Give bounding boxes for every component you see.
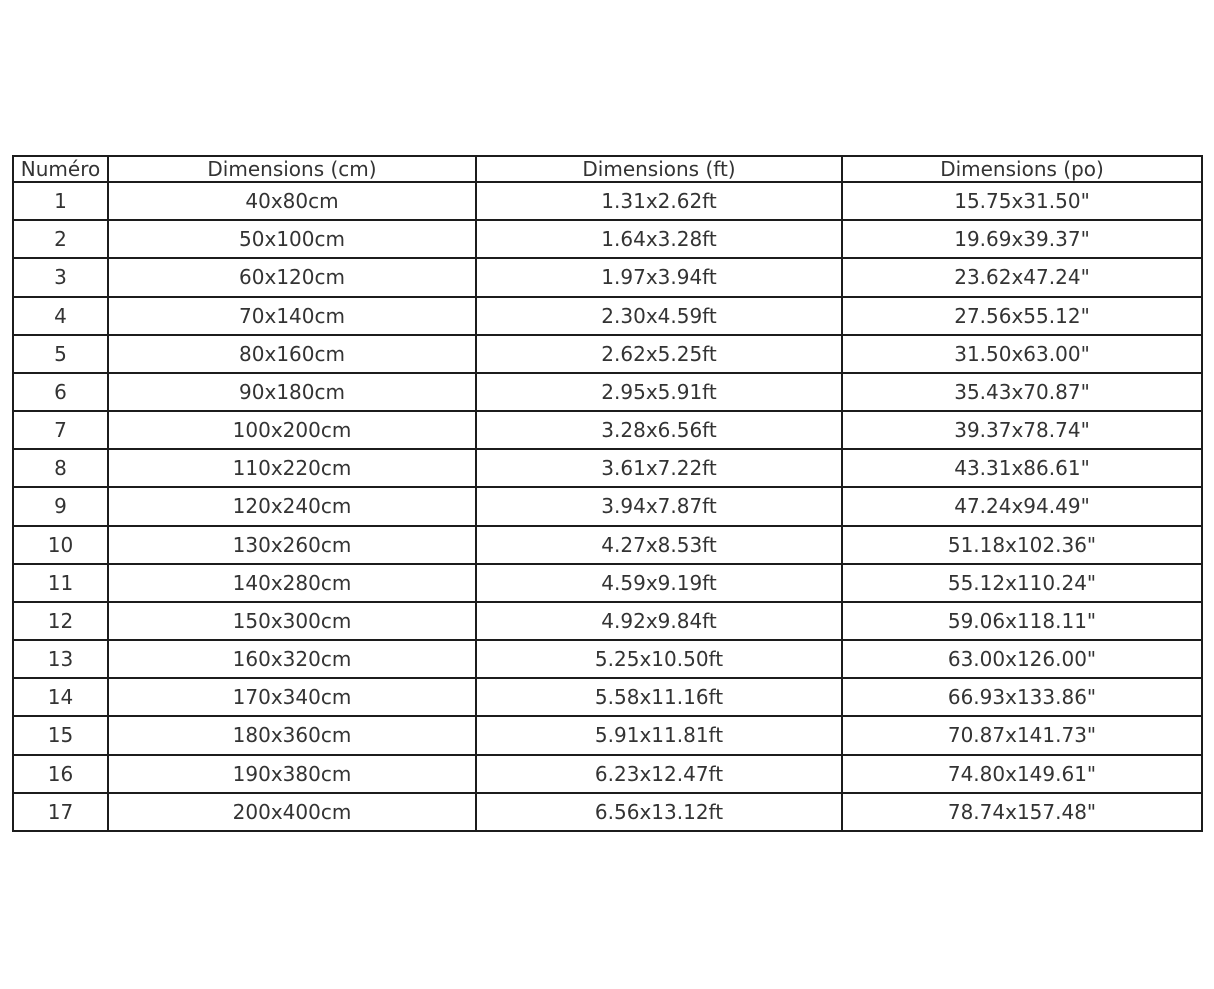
cell-numero: 12 xyxy=(13,602,108,640)
table-row xyxy=(13,220,1202,258)
cell-numero: 11 xyxy=(13,564,108,602)
cell-dimensions-po: 59.06x118.11" xyxy=(842,602,1202,640)
cell-dimensions-po: 51.18x102.36" xyxy=(842,526,1202,564)
cell-dimensions-ft: 2.30x4.59ft xyxy=(476,297,842,335)
cell-numero: 4 xyxy=(13,297,108,335)
table-row xyxy=(13,640,1202,678)
cell-dimensions-cm: 160x320cm xyxy=(108,640,476,678)
dimensions-table xyxy=(12,155,1203,832)
cell-numero: 13 xyxy=(13,640,108,678)
cell-dimensions-po: 27.56x55.12" xyxy=(842,297,1202,335)
cell-dimensions-cm: 80x160cm xyxy=(108,335,476,373)
cell-numero: 2 xyxy=(13,220,108,258)
header-dimensions-cm: Dimensions (cm) xyxy=(108,156,476,182)
header-numero: Numéro xyxy=(13,156,108,182)
cell-dimensions-cm: 180x360cm xyxy=(108,716,476,754)
cell-numero: 8 xyxy=(13,449,108,487)
cell-dimensions-ft: 6.56x13.12ft xyxy=(476,793,842,831)
table-row xyxy=(13,258,1202,296)
cell-numero: 9 xyxy=(13,487,108,525)
cell-dimensions-po: 23.62x47.24" xyxy=(842,258,1202,296)
table-row xyxy=(13,755,1202,793)
table-body xyxy=(13,182,1202,831)
cell-dimensions-po: 70.87x141.73" xyxy=(842,716,1202,754)
cell-dimensions-cm: 110x220cm xyxy=(108,449,476,487)
table-row xyxy=(13,716,1202,754)
cell-numero: 17 xyxy=(13,793,108,831)
cell-dimensions-po: 15.75x31.50" xyxy=(842,182,1202,220)
cell-dimensions-po: 39.37x78.74" xyxy=(842,411,1202,449)
cell-dimensions-po: 31.50x63.00" xyxy=(842,335,1202,373)
cell-dimensions-ft: 1.31x2.62ft xyxy=(476,182,842,220)
cell-numero: 14 xyxy=(13,678,108,716)
cell-dimensions-cm: 170x340cm xyxy=(108,678,476,716)
cell-dimensions-cm: 190x380cm xyxy=(108,755,476,793)
cell-dimensions-po: 47.24x94.49" xyxy=(842,487,1202,525)
cell-dimensions-po: 19.69x39.37" xyxy=(842,220,1202,258)
table-row xyxy=(13,602,1202,640)
cell-dimensions-po: 74.80x149.61" xyxy=(842,755,1202,793)
cell-numero: 3 xyxy=(13,258,108,296)
cell-numero: 10 xyxy=(13,526,108,564)
cell-dimensions-ft: 4.27x8.53ft xyxy=(476,526,842,564)
cell-dimensions-ft: 4.59x9.19ft xyxy=(476,564,842,602)
cell-dimensions-cm: 40x80cm xyxy=(108,182,476,220)
cell-dimensions-po: 63.00x126.00" xyxy=(842,640,1202,678)
header-dimensions-po: Dimensions (po) xyxy=(842,156,1202,182)
cell-dimensions-cm: 120x240cm xyxy=(108,487,476,525)
cell-dimensions-cm: 90x180cm xyxy=(108,373,476,411)
table-row xyxy=(13,793,1202,831)
cell-dimensions-ft: 6.23x12.47ft xyxy=(476,755,842,793)
cell-dimensions-po: 35.43x70.87" xyxy=(842,373,1202,411)
cell-numero: 16 xyxy=(13,755,108,793)
cell-dimensions-cm: 150x300cm xyxy=(108,602,476,640)
cell-numero: 6 xyxy=(13,373,108,411)
cell-numero: 5 xyxy=(13,335,108,373)
cell-dimensions-ft: 5.58x11.16ft xyxy=(476,678,842,716)
cell-dimensions-cm: 70x140cm xyxy=(108,297,476,335)
cell-dimensions-po: 43.31x86.61" xyxy=(842,449,1202,487)
table-row xyxy=(13,373,1202,411)
table-row xyxy=(13,564,1202,602)
cell-dimensions-ft: 2.95x5.91ft xyxy=(476,373,842,411)
cell-dimensions-po: 78.74x157.48" xyxy=(842,793,1202,831)
cell-numero: 7 xyxy=(13,411,108,449)
table-row xyxy=(13,297,1202,335)
cell-dimensions-ft: 3.61x7.22ft xyxy=(476,449,842,487)
cell-dimensions-ft: 5.91x11.81ft xyxy=(476,716,842,754)
cell-dimensions-ft: 2.62x5.25ft xyxy=(476,335,842,373)
cell-dimensions-cm: 200x400cm xyxy=(108,793,476,831)
cell-dimensions-cm: 50x100cm xyxy=(108,220,476,258)
cell-numero: 1 xyxy=(13,182,108,220)
table-row xyxy=(13,678,1202,716)
header-dimensions-ft: Dimensions (ft) xyxy=(476,156,842,182)
cell-dimensions-ft: 3.94x7.87ft xyxy=(476,487,842,525)
table-row xyxy=(13,335,1202,373)
cell-dimensions-ft: 4.92x9.84ft xyxy=(476,602,842,640)
cell-numero: 15 xyxy=(13,716,108,754)
cell-dimensions-ft: 1.97x3.94ft xyxy=(476,258,842,296)
cell-dimensions-ft: 5.25x10.50ft xyxy=(476,640,842,678)
cell-dimensions-cm: 140x280cm xyxy=(108,564,476,602)
cell-dimensions-cm: 130x260cm xyxy=(108,526,476,564)
cell-dimensions-ft: 3.28x6.56ft xyxy=(476,411,842,449)
table-row xyxy=(13,526,1202,564)
table-row xyxy=(13,182,1202,220)
table-row xyxy=(13,487,1202,525)
table-row xyxy=(13,449,1202,487)
cell-dimensions-po: 55.12x110.24" xyxy=(842,564,1202,602)
table-row xyxy=(13,411,1202,449)
header-row xyxy=(13,156,1202,182)
cell-dimensions-ft: 1.64x3.28ft xyxy=(476,220,842,258)
cell-dimensions-po: 66.93x133.86" xyxy=(842,678,1202,716)
cell-dimensions-cm: 100x200cm xyxy=(108,411,476,449)
cell-dimensions-cm: 60x120cm xyxy=(108,258,476,296)
